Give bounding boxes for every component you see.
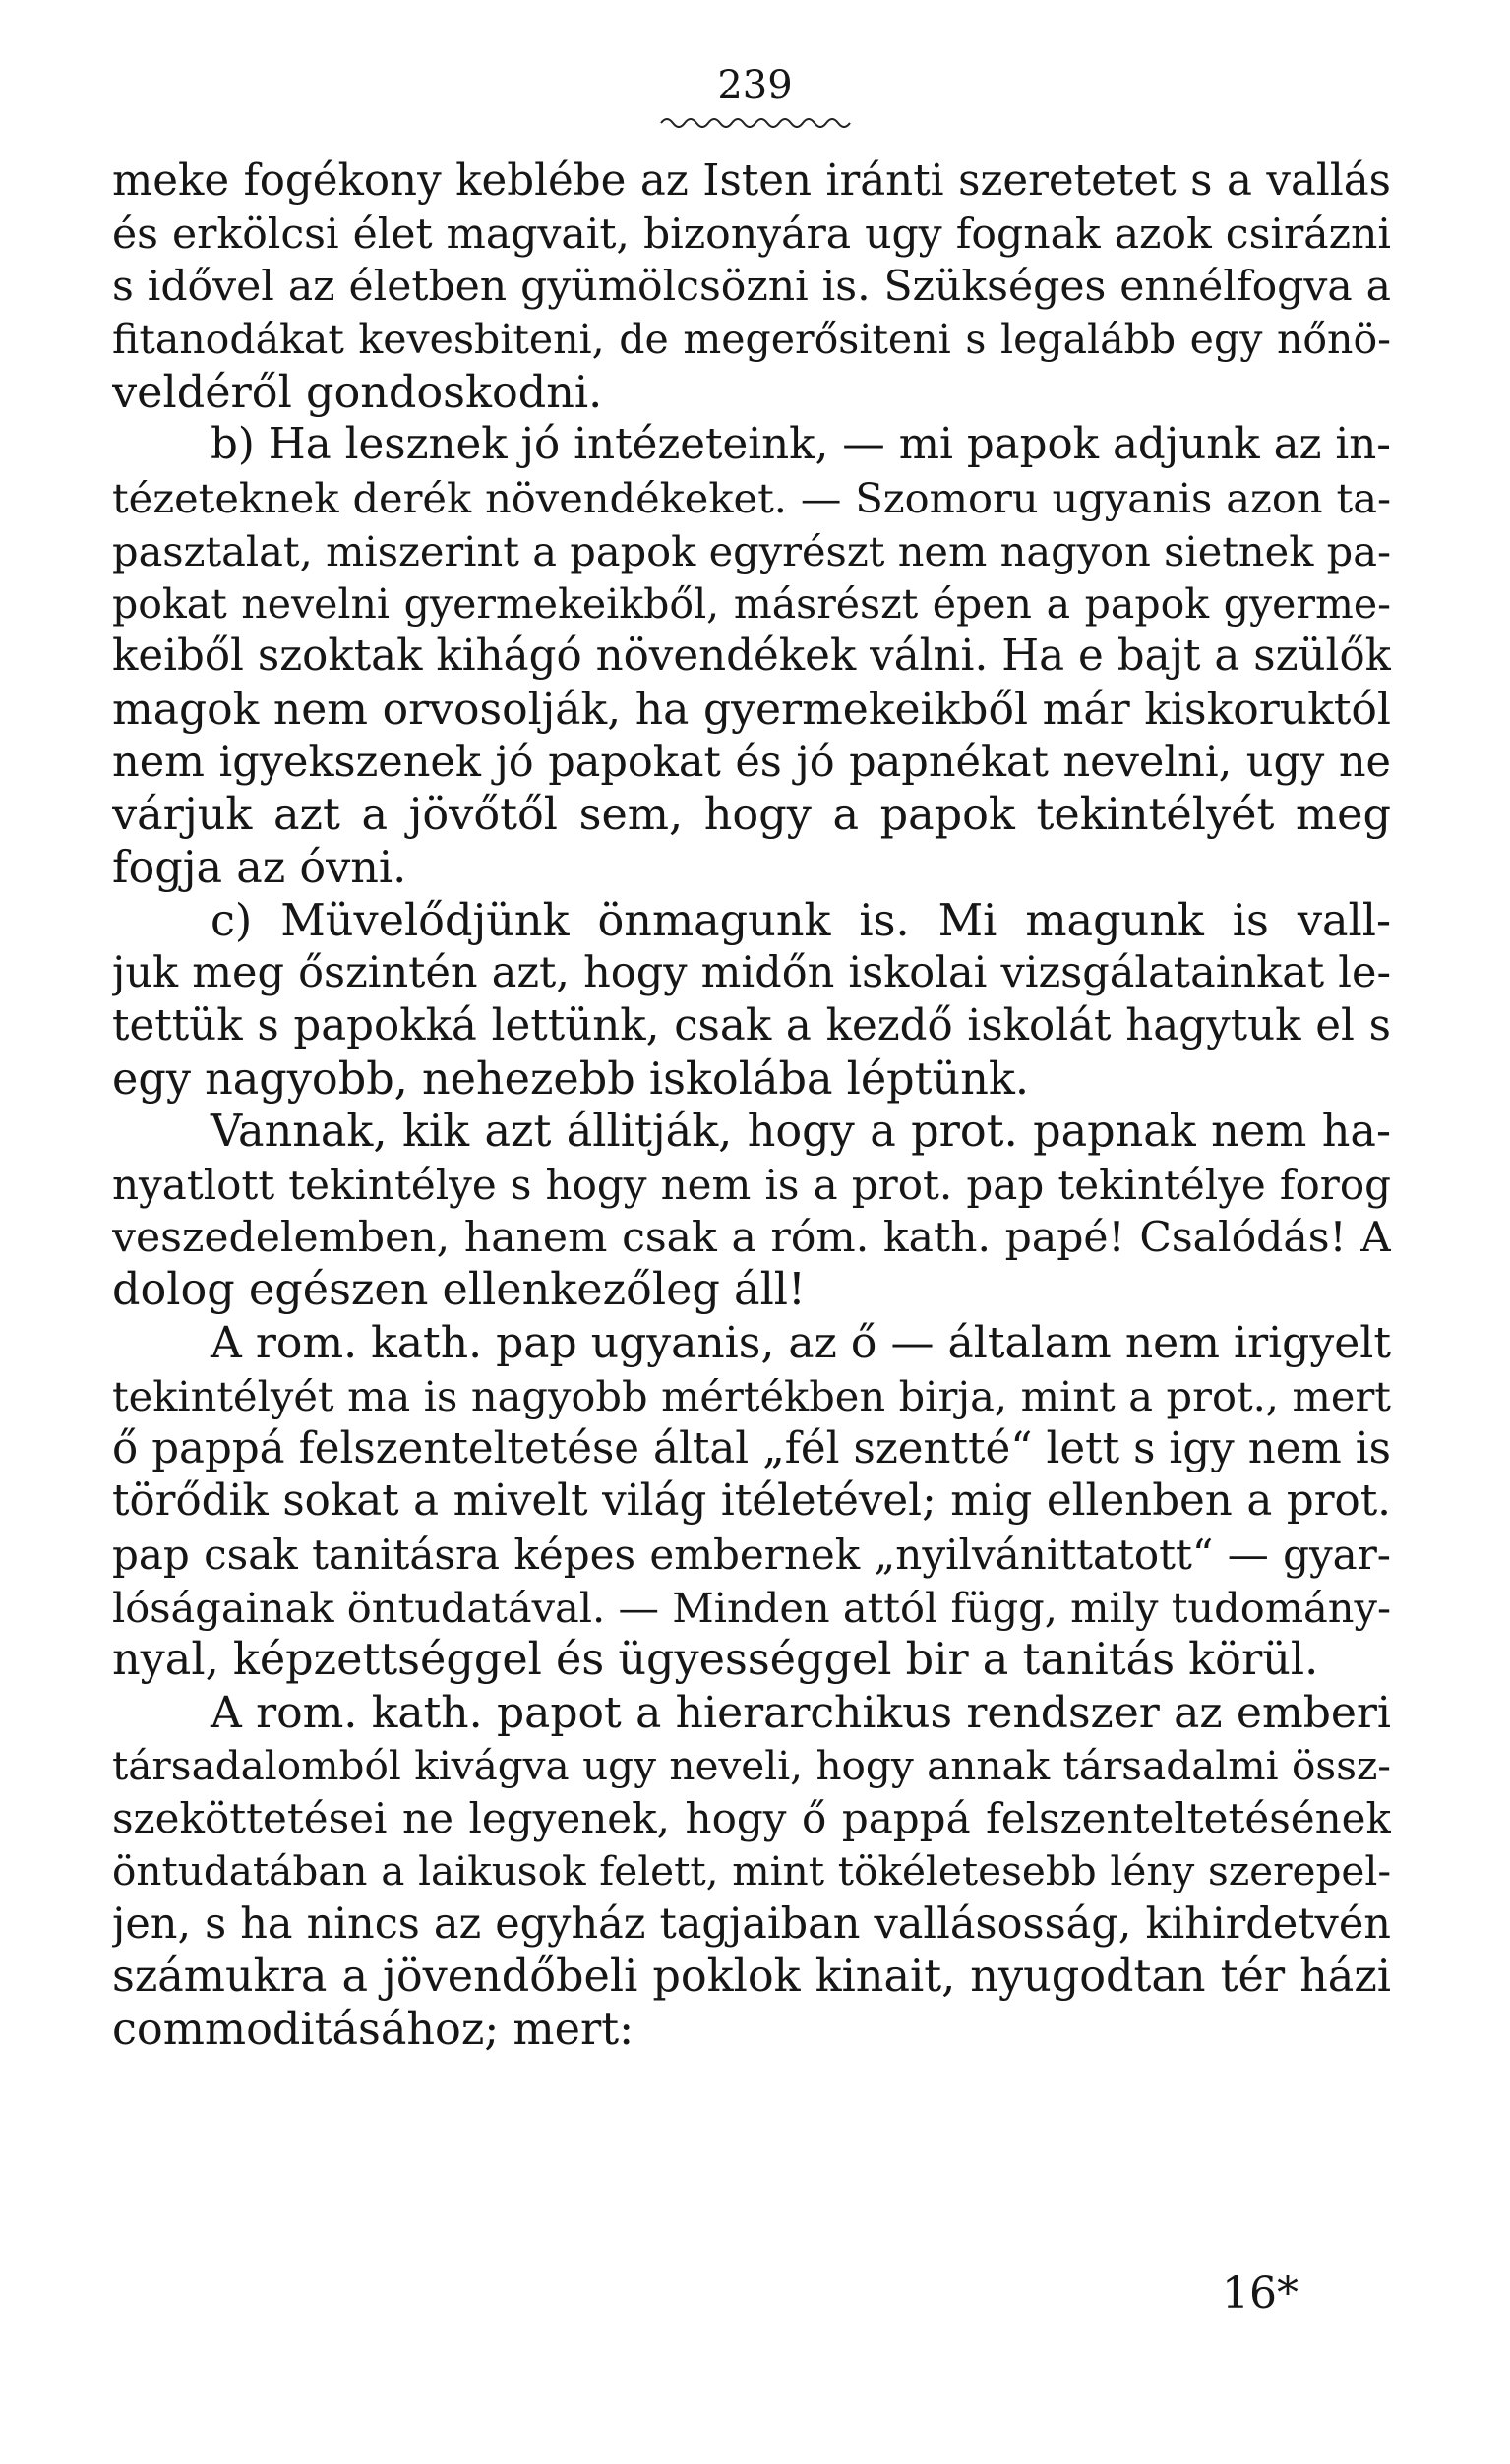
text-line: nem igyekszenek jó papokat és jó papnékat nevelni, ugy ne — [112, 737, 1391, 787]
text-line: tekintélyét ma is nagyobb mértékben birja, mint a prot., mert — [112, 1371, 1391, 1420]
text-line: és erkölcsi élet magvait, bizonyára ugy fognak azok csirázni — [112, 210, 1391, 259]
text-line: pokat nevelni gyermekeikből, másrészt épen a papok gyerme- — [112, 579, 1391, 628]
wavy-ornament-icon — [659, 112, 856, 134]
page-number: 239 — [717, 63, 793, 108]
text-line: juk meg őszintén azt, hogy midőn iskolai vizsgálatainkat le- — [112, 948, 1391, 998]
text-line: veldéről gondoskodni. — [112, 367, 603, 418]
text-line: fitanodákat kevesbiteni, de megerősiteni s legalább egy nőnö- — [112, 316, 1391, 364]
text-line: társadalomból kivágva ugy neveli, hogy annak társadalmi össz- — [112, 1741, 1391, 1789]
text-line: lóságainak öntudatával. — Minden attól függ, mily tudomány- — [112, 1583, 1391, 1632]
text-line: nyal, képzettséggel és ügyességgel bir a tanitás körül. — [112, 1635, 1319, 1686]
text-line: fogja az óvni. — [112, 842, 407, 893]
text-line: nyatlott tekintélye s hogy nem is a prot. pap tekintélye forog — [112, 1161, 1391, 1210]
text-line: ő pappá felszenteltetése által „fél szentté“ lett s igy nem is — [112, 1423, 1391, 1473]
text-line: egy nagyobb, nehezebb iskolába léptünk. — [112, 1053, 1029, 1105]
text-line: pap csak tanitásra képes embernek „nyilvánittatott“ — gyar- — [112, 1530, 1391, 1579]
signature-mark: 16* — [1222, 2268, 1299, 2318]
text-line: A rom. kath. papot a hierarchikus rendszer az emberi — [211, 1687, 1391, 1738]
text-line: commoditásához; mert: — [112, 2005, 634, 2056]
text-line: Vannak, kik azt állitják, hogy a prot. papnak nem ha- — [211, 1107, 1391, 1158]
text-line: keiből szoktak kihágó növendékek válni. Ha e bajt a szülők — [112, 631, 1391, 682]
text-line: c) Müvelődjünk önmagunk is. Mi magunk is vall- — [211, 895, 1391, 946]
text-line: tettük s papokká lettünk, csak a kezdő iskolát hagytuk el s — [112, 1001, 1391, 1051]
text-body — [112, 155, 1391, 2057]
text-line: magok nem orvosolják, ha gyermekeikből már kiskoruktól — [112, 684, 1391, 735]
text-line: A rom. kath. pap ugyanis, az ő — általam nem irigyelt — [211, 1318, 1391, 1369]
text-line: számukra a jövendőbeli poklok kinait, nyugodtan tér házi — [112, 1952, 1391, 2003]
text-line: öntudatában a laikusok felett, mint tökéletesebb lény szerepel- — [112, 1847, 1391, 1894]
text-line: várjuk azt a jövőtől sem, hogy a papok tekintélyét meg — [112, 790, 1391, 841]
text-line: pasztalat, miszerint a papok egyrészt nem nagyon sietnek pa- — [112, 526, 1391, 575]
text-line: veszedelemben, hanem csak a róm. kath. papé! Csalódás! A — [112, 1213, 1391, 1262]
text-line: s idővel az életben gyümölcsözni is. Szükséges ennélfogva a — [112, 263, 1391, 312]
text-line: tézeteknek derék növendékeket. — Szomoru ugyanis azon ta- — [112, 474, 1391, 523]
text-line: b) Ha lesznek jó intézeteink, — mi papok adjunk az in- — [211, 420, 1391, 470]
text-line: törődik sokat a mivelt világ itéletével; mig ellenben a prot. — [112, 1476, 1391, 1527]
text-line: meke fogékony keblébe az Isten iránti szeretetet s a vallás — [112, 156, 1391, 206]
text-line: szeköttetései ne legyenek, hogy ő pappá felszenteltetésének — [112, 1794, 1391, 1843]
text-line: dolog egészen ellenkezőleg áll! — [112, 1265, 806, 1316]
text-line: jen, s ha nincs az egyház tagjaiban vallásosság, kihirdetvén — [112, 1898, 1391, 1949]
